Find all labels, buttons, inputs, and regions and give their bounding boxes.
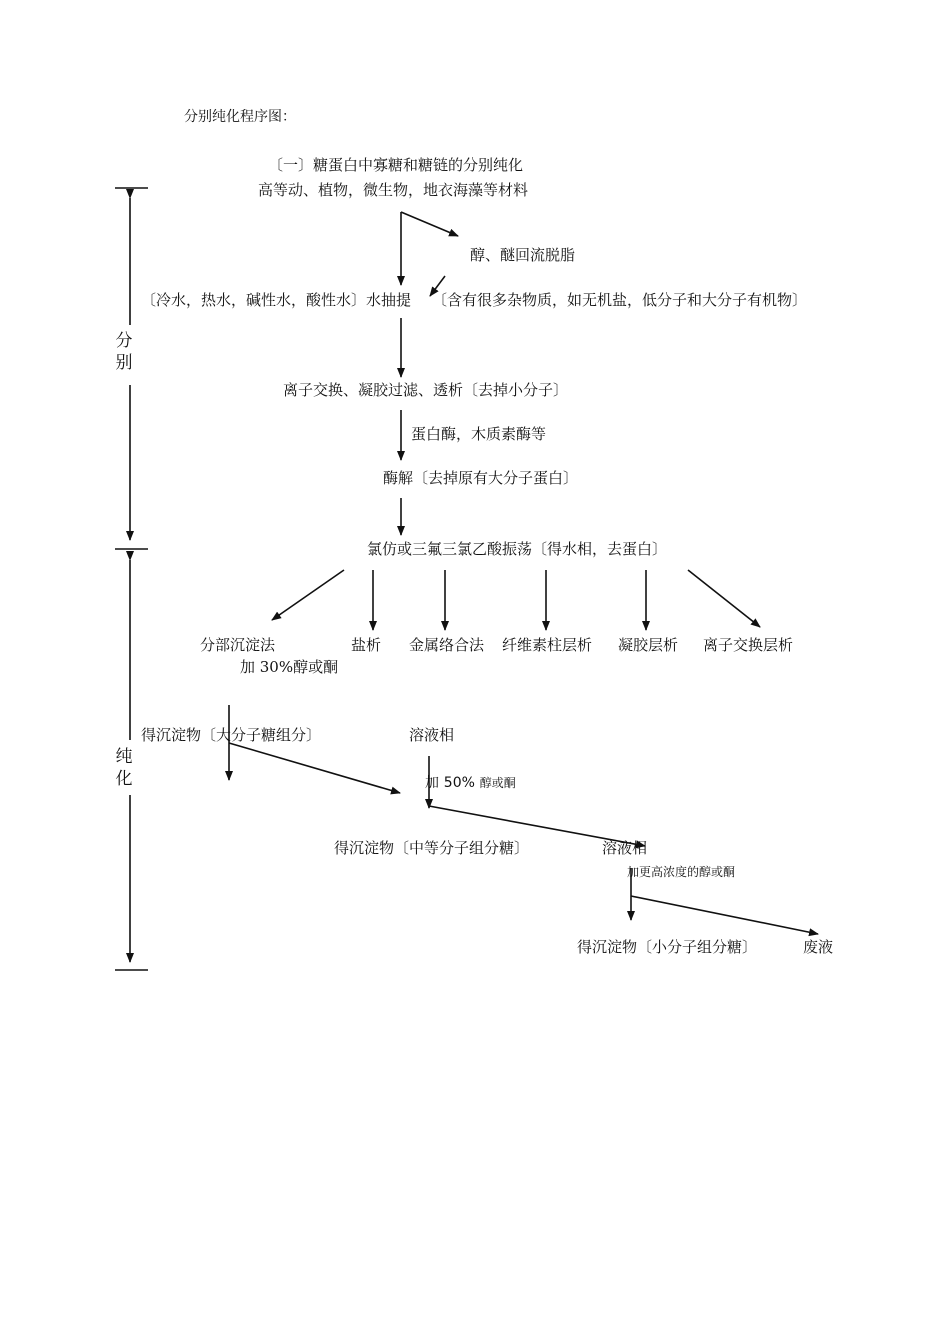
side-label-purify-char-1: 纯 <box>115 747 133 767</box>
method-gel-chromatography: 凝胶层析 <box>618 636 679 654</box>
source-materials: 高等动、植物，微生物，地衣海藻等材料 <box>258 181 529 199</box>
add-50-prefix: 加 <box>425 775 439 791</box>
chloroform-step: 氯仿或三氟三氯乙酸振荡〔得水相，去蛋白〕 <box>367 540 668 558</box>
method-ion-exchange: 离子交换层析 <box>703 636 794 654</box>
method-metal-complex: 金属络合法 <box>409 636 485 654</box>
add-50-suffix: 醇或酮 <box>479 776 516 790</box>
arrow-to-degrease <box>401 212 458 236</box>
add-50-percent <box>425 773 516 792</box>
side-label-separate-char-2: 别 <box>115 353 133 373</box>
waste-liquid: 废液 <box>803 938 834 956</box>
enzyme-label: 蛋白酶，木质素酶等 <box>411 425 547 443</box>
extract-step: 〔冷水，热水，碱性水，酸性水〕水抽提 <box>141 291 412 309</box>
method-cellulose-column: 纤维素柱层析 <box>502 636 593 654</box>
method-salting-out: 盐析 <box>351 636 382 654</box>
arrow-to-solution-1 <box>229 743 400 793</box>
extract-note: 〔含有很多杂物质，如无机盐，低分子和大分子有机物〕 <box>432 291 808 309</box>
degrease-step: 醇、醚回流脱脂 <box>470 246 576 264</box>
method-fractional-precipitation: 分部沉淀法 <box>200 636 276 654</box>
ion-exchange-step: 离子交换、凝胶过滤、透析〔去掉小分子〕 <box>283 381 569 399</box>
page-title: 分别纯化程序图： <box>184 109 296 125</box>
enzyme-step: 酶解〔去掉原有大分子蛋白〕 <box>383 469 579 487</box>
side-label-purify <box>114 746 134 790</box>
solution-phase-1: 溶液相 <box>409 726 455 744</box>
side-label-separate <box>114 330 134 374</box>
arrow-method-1 <box>272 570 344 620</box>
arrow-to-waste <box>631 896 818 934</box>
add-50-value: 50% <box>443 775 475 791</box>
precipitate-small: 得沉淀物〔小分子组分糖〕 <box>577 938 758 956</box>
precipitate-medium: 得沉淀物〔中等分子组分糖〕 <box>334 839 530 857</box>
side-label-separate-char-1: 分 <box>115 331 133 351</box>
add-30-percent: 加 30%醇或酮 <box>240 658 339 676</box>
precipitate-large: 得沉淀物〔大分子糖组分〕 <box>141 726 322 744</box>
side-label-purify-char-2: 化 <box>115 769 133 789</box>
add-higher-concentration: 加更高浓度的醇或酮 <box>627 865 736 879</box>
solution-phase-2: 溶液相 <box>602 839 648 857</box>
section-heading: 〔一〕糖蛋白中寡糖和糖链的分别纯化 <box>268 156 524 174</box>
arrow-method-6 <box>688 570 760 627</box>
